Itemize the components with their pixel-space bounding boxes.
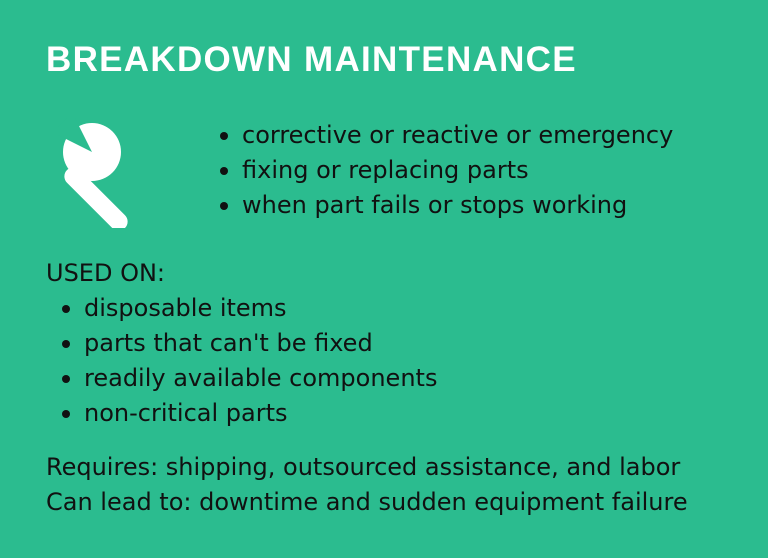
list-item — [210, 188, 673, 223]
used-on-list — [52, 291, 437, 431]
requires-text: Requires: shipping, outsourced assistance, and labor — [46, 453, 681, 481]
list-item-text: fixing or replacing parts — [242, 156, 529, 184]
list-item — [52, 396, 437, 431]
bullet-icon — [62, 340, 70, 348]
footer-notes — [46, 450, 688, 520]
list-item — [52, 361, 437, 396]
list-item-text: disposable items — [84, 294, 287, 322]
list-item — [210, 118, 673, 153]
list-item-text: corrective or reactive or emergency — [242, 121, 674, 149]
can-lead-to-text: Can lead to: downtime and sudden equipment failure — [46, 488, 688, 516]
list-item-text: when part fails or stops working — [242, 191, 628, 219]
list-item-text: non-critical parts — [84, 399, 288, 427]
used-on-heading: USED ON: — [46, 259, 166, 287]
bullet-icon — [62, 410, 70, 418]
bullet-icon — [220, 132, 228, 140]
list-item-text: parts that can't be fixed — [84, 329, 373, 357]
bullet-icon — [220, 167, 228, 175]
wrench-icon — [58, 118, 168, 228]
bullet-icon — [62, 375, 70, 383]
list-item — [52, 326, 437, 361]
bullet-icon — [220, 202, 228, 210]
feature-list — [210, 118, 673, 223]
bullet-icon — [62, 305, 70, 313]
list-item — [52, 291, 437, 326]
list-item-text: readily available components — [84, 364, 438, 392]
page-title: BREAKDOWN MAINTENANCE — [46, 40, 577, 79]
list-item — [210, 153, 673, 188]
